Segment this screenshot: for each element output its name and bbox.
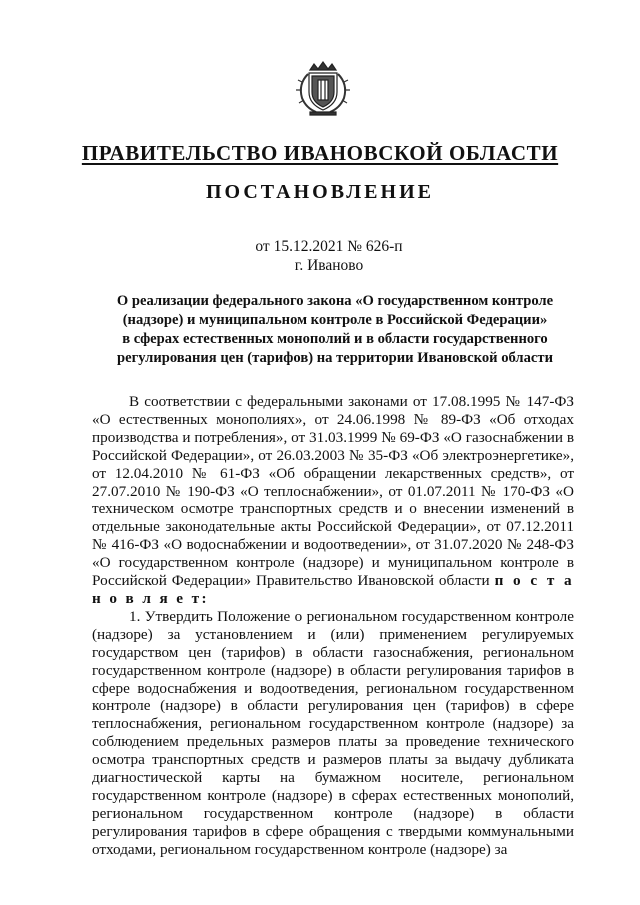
heading-line: регулирования цен (тарифов) на территории Ивановской области (117, 350, 553, 366)
heading-line: (надзоре) и муниципальном контроле в Российской Федерации» (122, 312, 548, 328)
document-heading (100, 292, 570, 368)
preamble-text: В соответствии с федеральными законами от 17.08.1995 № 147-ФЗ «О естественных монополиях», от 24.06.1998 № 89-ФЗ «Об отходах производства и потребления», от 31.03.1999 № 69-ФЗ «О газоснабжении в Российской Федерации», от 26.03.2003 № 35-ФЗ «Об электроэнергетике», от 12.04.2010 № 61-ФЗ «Об обращении лекарственных средств», от 27.07.2010 № 190-ФЗ «О теплоснабжении», от 01.07.2011 № 170-ФЗ «О техническом осмотре транспортных средств и о внесении изменений в отдельные законодательные акты Российской Федерации», от 07.12.2011 № 416-ФЗ «О водоснабжении и водоотведении», от 31.07.2020 № 248-ФЗ «О государственном контроле (надзоре) и муниципальном контроле в Российской Федерации» Правительство Ивановской области (92, 393, 574, 590)
document-city: г. Иваново (294, 257, 364, 274)
government-title: ПРАВИТЕЛЬСТВО ИВАНОВСКОЙ ОБЛАСТИ (81, 141, 559, 165)
preamble-paragraph (92, 393, 574, 608)
document-date-number: от 15.12.2021 № 626-п (255, 238, 403, 255)
decree-keyword: п о с т а н о в л я е т: (92, 572, 574, 607)
clause-1-text: 1. Утвердить Положение о региональном государственном контроле (надзоре) за установлением и (или) применением регулируемых государством цен (тарифов) в области газоснабжения, региональном государственном контроле (надзоре) в области регулирования тарифов в сфере водоснабжения и водоотведения, региональном государственном контроле (надзоре) в области регулирования цен (тарифов) в сфере теплоснабжения, региональном государственном контроле (надзоре) за соблюдением предельных размеров платы за проведение технического осмотра транспортных средств и размеров платы за выдачу дубликата диагностической карты на бумажном носителе, региональном государственном контроле (надзоре) в сферах естественных монополий, региональном государственном контроле (надзоре) в области регулирования тарифов в сфере обращения с твердыми коммунальными отходами, региональном государственном контроле (надзоре) за (92, 607, 574, 858)
document-type: ПОСТАНОВЛЕНИЕ (206, 181, 434, 203)
coat-of-arms-emblem (296, 60, 350, 116)
heading-line: О реализации федерального закона «О государственном контроле (116, 293, 554, 309)
heading-line: в сферах естественных монополий и в области государственного (122, 331, 548, 347)
clause-paragraph (92, 608, 574, 859)
document-body (92, 393, 574, 859)
